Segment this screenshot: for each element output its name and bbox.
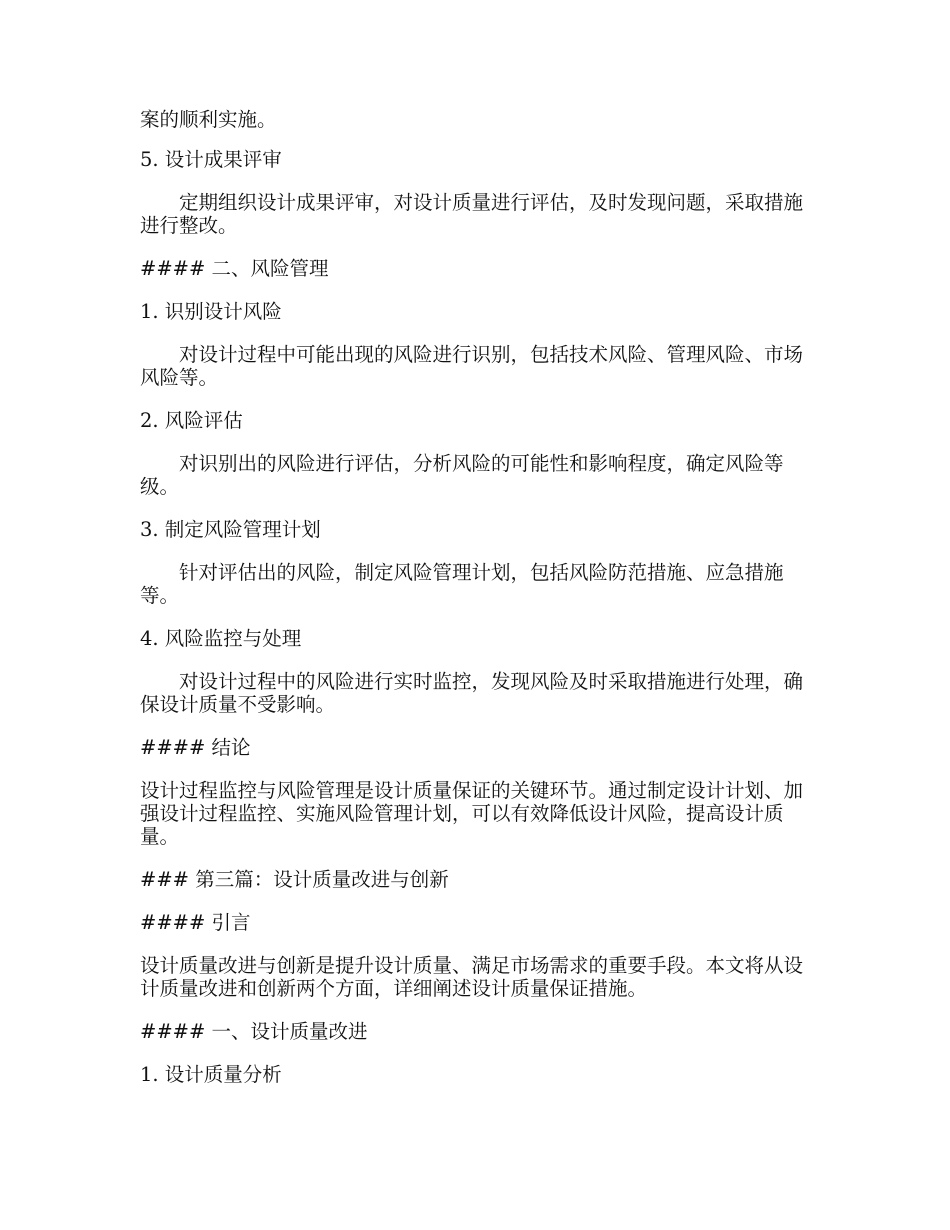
paragraph: 设计过程监控与风险管理是设计质量保证的关键环节。通过制定设计计划、加强设计过程监控、实施风险管理计划，可以有效降低设计风险，提高设计质量。 xyxy=(140,779,804,848)
paragraph: 对设计过程中的风险进行实时监控，发现风险及时采取措施进行处理，确保设计质量不受影响。 xyxy=(140,670,804,716)
section-heading: #### 二、风险管理 xyxy=(140,257,329,280)
document-page xyxy=(140,108,810,1086)
paragraph: 定期组织设计成果评审，对设计质量进行评估，及时发现问题，采取措施进行整改。 xyxy=(140,191,804,237)
list-item-heading: 5. 设计成果评审 xyxy=(140,148,282,171)
section-heading: #### 结论 xyxy=(140,736,251,759)
list-item-heading: 2. 风险评估 xyxy=(140,409,243,432)
list-item-heading: 1. 设计质量分析 xyxy=(140,1063,282,1086)
paragraph: 对识别出的风险进行评估，分析风险的可能性和影响程度，确定风险等级。 xyxy=(140,452,784,498)
paragraph: 设计质量改进与创新是提升设计质量、满足市场需求的重要手段。本文将从设计质量改进和创新两个方面，详细阐述设计质量保证措施。 xyxy=(140,954,804,1000)
paragraph: 针对评估出的风险，制定风险管理计划，包括风险防范措施、应急措施等。 xyxy=(140,561,784,607)
list-item-heading: 3. 制定风险管理计划 xyxy=(140,518,321,541)
chapter-heading: ### 第三篇：设计质量改进与创新 xyxy=(140,868,449,891)
paragraph: 对设计过程中可能出现的风险进行识别，包括技术风险、管理风险、市场风险等。 xyxy=(140,343,804,389)
text-line: 案的顺利实施。 xyxy=(140,108,277,131)
list-item-heading: 4. 风险监控与处理 xyxy=(140,627,302,650)
section-heading: #### 一、设计质量改进 xyxy=(140,1020,368,1043)
section-heading: #### 引言 xyxy=(140,911,251,934)
list-item-heading: 1. 识别设计风险 xyxy=(140,300,282,323)
